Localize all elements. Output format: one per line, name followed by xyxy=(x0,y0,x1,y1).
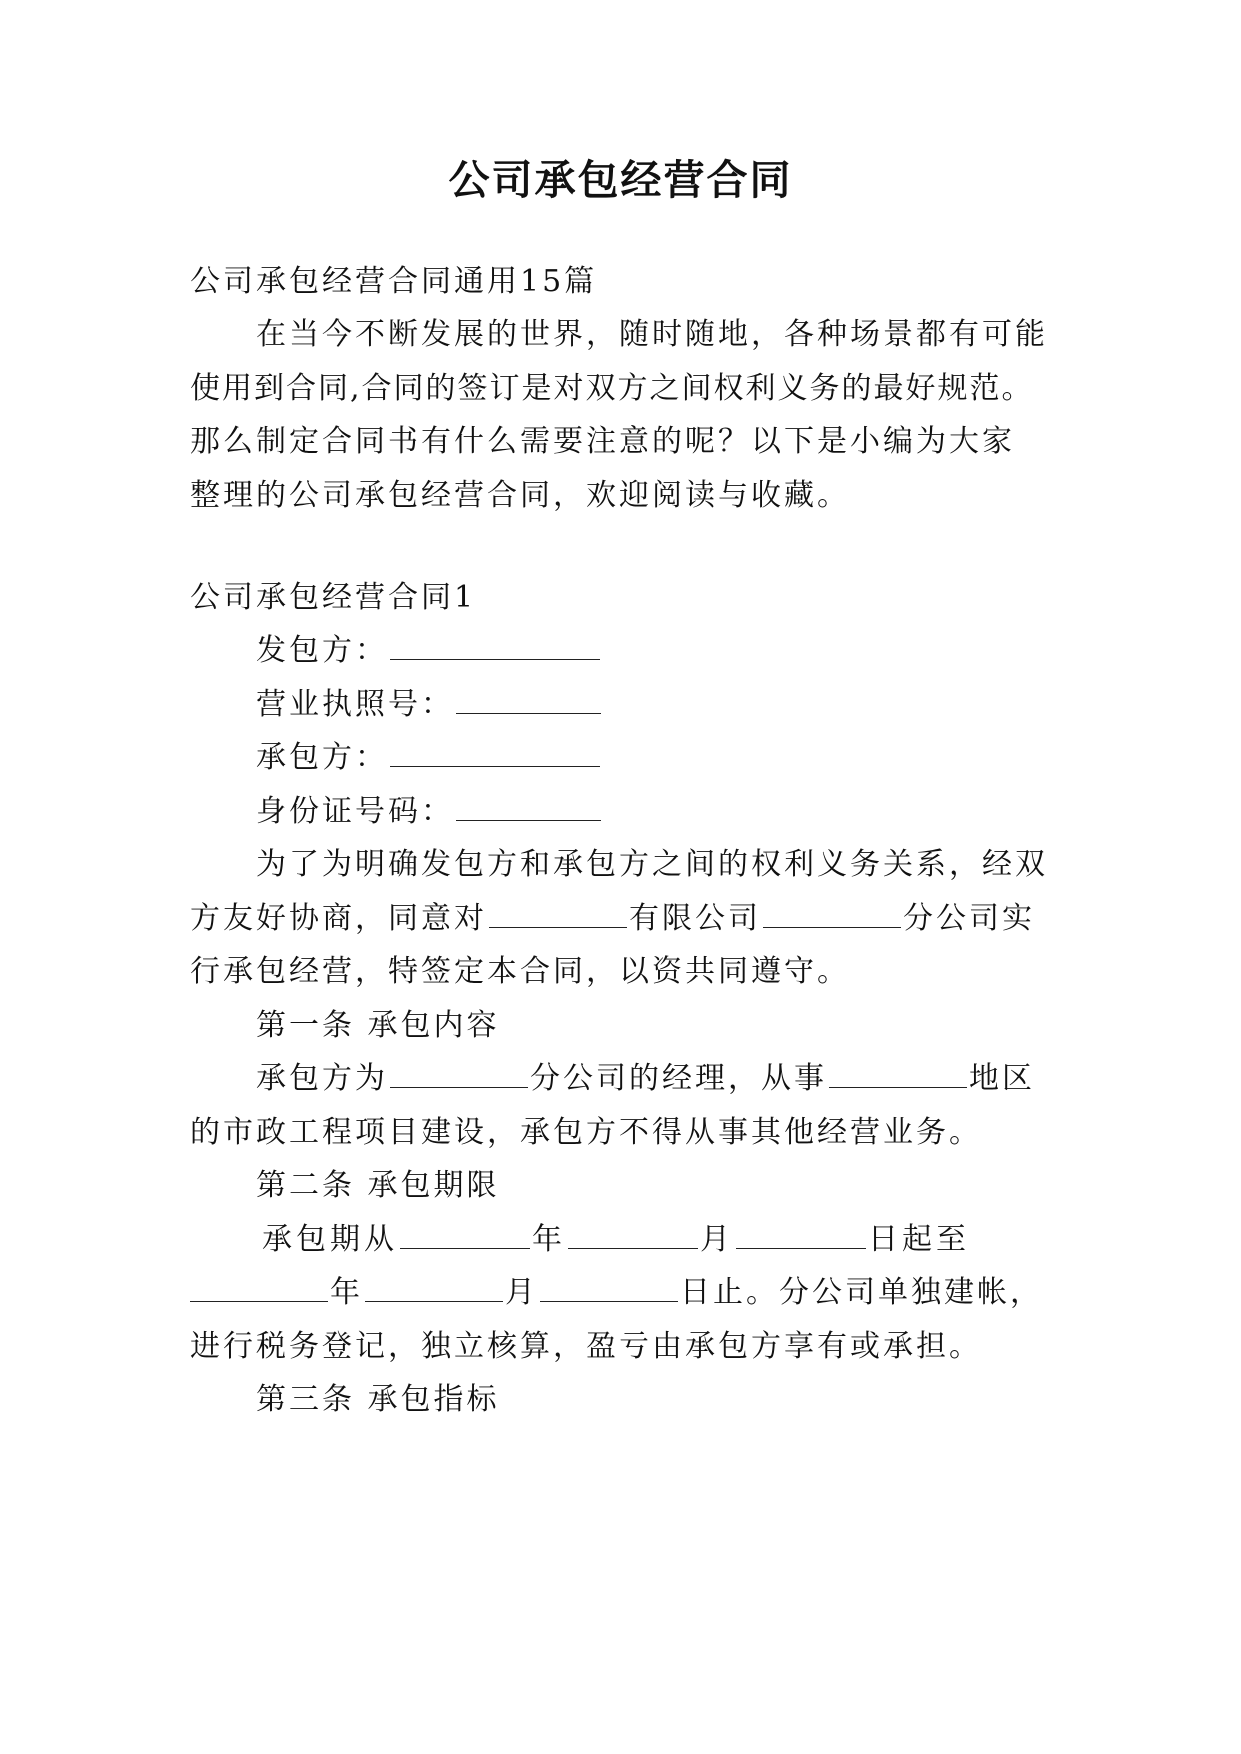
article2-line-2 xyxy=(190,1273,1043,1313)
article1-text-a: 承包方为 xyxy=(256,1061,388,1096)
article2-text-end: 日止。分公司单独建帐， xyxy=(680,1275,1043,1310)
start-month-blank xyxy=(568,1222,698,1249)
company-blank xyxy=(489,901,627,928)
id-field xyxy=(256,792,603,832)
article2-text-a: 承包期从 xyxy=(262,1222,398,1257)
article1-text-b: 分公司的经理，从事 xyxy=(530,1061,827,1096)
article2-heading: 第二条 承包期限 xyxy=(256,1168,500,1203)
issuer-field xyxy=(256,631,602,671)
article2-text-d: 日起至 xyxy=(868,1222,970,1257)
end-day-blank xyxy=(540,1275,678,1302)
article1-heading: 第一条 承包内容 xyxy=(256,1008,500,1043)
article3-heading: 第三条 承包指标 xyxy=(256,1382,500,1417)
purpose-text-a: 方友好协商，同意对 xyxy=(190,901,487,936)
end-month-blank xyxy=(365,1275,503,1302)
article1-line-2: 的市政工程项目建设，承包方不得从事其他经营业务。 xyxy=(190,1115,982,1150)
manager-branch-blank xyxy=(390,1061,528,1088)
article2-text-year: 年 xyxy=(532,1222,566,1257)
contractor-blank xyxy=(390,740,600,767)
article1-text-c: 地区 xyxy=(969,1061,1035,1096)
start-day-blank xyxy=(736,1222,866,1249)
article2-line-3: 进行税务登记，独立核算，盈亏由承包方享有或承担。 xyxy=(190,1329,982,1364)
contractor-field xyxy=(256,738,602,778)
start-year-blank xyxy=(400,1222,530,1249)
purpose-text-c: 分公司实 xyxy=(903,901,1035,936)
license-label: 营业执照号： xyxy=(256,687,454,722)
end-year-blank xyxy=(190,1275,328,1302)
general-heading: 公司承包经营合同通用15篇 xyxy=(190,264,598,299)
intro-line-3: 那么制定合同书有什么需要注意的呢？以下是小编为大家 xyxy=(190,424,1015,459)
intro-line-1: 在当今不断发展的世界，随时随地，各种场景都有可能 xyxy=(256,317,1048,352)
license-blank xyxy=(456,687,601,714)
intro-line-4: 整理的公司承包经营合同，欢迎阅读与收藏。 xyxy=(190,478,850,513)
id-label: 身份证号码： xyxy=(256,794,454,829)
issuer-blank xyxy=(390,633,600,660)
article2-text-end-year: 年 xyxy=(330,1275,363,1310)
id-blank xyxy=(456,794,601,821)
document-title: 公司承包经营合同 xyxy=(448,156,793,204)
purpose-line-2 xyxy=(190,899,1035,939)
purpose-line-1: 为了为明确发包方和承包方之间的权利义务关系，经双 xyxy=(256,847,1048,882)
article1-line-1 xyxy=(256,1059,1035,1099)
purpose-text-b: 有限公司 xyxy=(629,901,761,936)
section-heading: 公司承包经营合同1 xyxy=(190,580,477,615)
issuer-label: 发包方： xyxy=(256,633,388,668)
article2-line-1 xyxy=(262,1220,970,1260)
region-blank xyxy=(829,1061,967,1088)
purpose-line-3: 行承包经营，特签定本合同，以资共同遵守。 xyxy=(190,954,850,989)
license-field xyxy=(256,685,603,725)
intro-line-2: 使用到合同,合同的签订是对双方之间权利义务的最好规范。 xyxy=(190,371,1034,406)
article2-text-end-month: 月 xyxy=(505,1275,538,1310)
branch-blank xyxy=(763,901,901,928)
article2-text-month: 月 xyxy=(700,1222,734,1257)
contractor-label: 承包方： xyxy=(256,740,388,775)
